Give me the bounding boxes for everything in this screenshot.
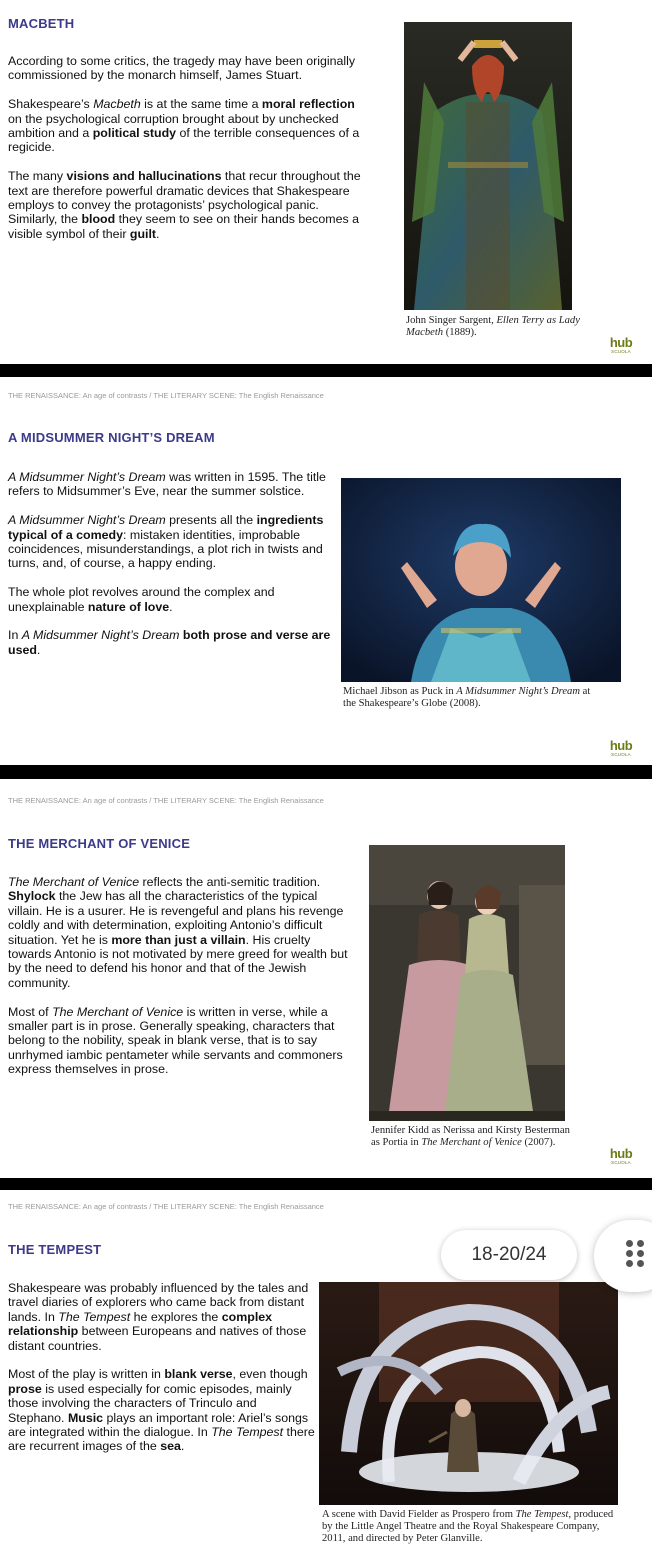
breadcrumb: THE RENAISSANCE: An age of contrasts / THE LITERARY SCENE: The English Renaissance xyxy=(8,1202,324,1211)
slide-title: MACBETH xyxy=(8,16,75,31)
paragraph: In A Midsummer Night’s Dream both prose and verse are used. xyxy=(8,628,331,657)
slide-body xyxy=(8,54,370,256)
painting-ellen-terry xyxy=(404,22,572,310)
breadcrumb: THE RENAISSANCE: An age of contrasts / THE LITERARY SCENE: The English Renaissance xyxy=(8,391,324,400)
paragraph: The Merchant of Venice reflects the anti-semitic tradition. Shylock the Jew has all the characteristics of the typical villain. He is a usurer. He is revengeful and plans his revenge coldly and with determination, exploiting Antonio’s difficult situation. Yet he is more than just a villain. His cruelty towards Antonio is not motivated by mere greed for wealth but by the need to defend his honor and that of the Jewish community. xyxy=(8,875,348,990)
hub-scuola-logo: hub SCUOLA xyxy=(609,335,633,354)
image-caption: A scene with David Fielder as Prospero from The Tempest, produced by the Little Angel Theatre and the Royal Shakespeare Company, 2011, and directed by Peter Glanville. xyxy=(322,1509,614,1544)
hub-scuola-logo: hub SCUOLA xyxy=(609,738,633,757)
image-caption: Jennifer Kidd as Nerissa and Kirsty Besterman as Portia in The Merchant of Venice (2007). xyxy=(371,1125,570,1148)
slide-macbeth xyxy=(0,0,652,364)
image-caption: John Singer Sargent, Ellen Terry as Lady Macbeth (1889). xyxy=(406,315,580,338)
slide-title: A MIDSUMMER NIGHT’S DREAM xyxy=(8,430,215,445)
photo-prospero-scene xyxy=(319,1282,618,1505)
photo-puck xyxy=(341,478,621,682)
image-caption: Michael Jibson as Puck in A Midsummer Night’s Dream at the Shakespeare’s Globe (2008). xyxy=(343,686,591,709)
paragraph: Shakespeare was probably influenced by the tales and travel diaries of explorers who came back from distant lands. In The Tempest he explores the complex relationship between Europeans and natives of those distant countries. xyxy=(8,1281,309,1353)
paragraph: According to some critics, the tragedy may have been originally commissioned by the monarch himself, James Stuart. xyxy=(8,54,356,83)
slide-title: THE MERCHANT OF VENICE xyxy=(8,836,191,851)
paragraph: A Midsummer Night’s Dream presents all the ingredients typical of a comedy: mistaken identities, improbable coincidences, misunderstandings, a plot rich in twists and turns, and, of course, a happy ending. xyxy=(8,513,324,571)
paragraph: Most of the play is written in blank verse, even though prose is used especially for comic episodes, mainly those involving the characters of Trinculo and Stephano. Music plays an important role: Ariel’s songs are integrated within the dialogue. In The Tempest there are recurrent images of the sea. xyxy=(8,1367,315,1454)
paragraph: The whole plot revolves around the complex and unexplainable nature of love. xyxy=(8,585,275,614)
grid-dots-icon xyxy=(626,1240,645,1267)
slide-body xyxy=(8,470,336,672)
paragraph: Most of The Merchant of Venice is written in verse, while a smaller part is in prose. Generally speaking, characters that belong to the nobility, speak in blank verse, that is to say unrhymed iambic pentameter while servants and commoners express themselves in prose. xyxy=(8,1004,343,1077)
page-indicator[interactable]: 18-20/24 xyxy=(441,1230,577,1280)
breadcrumb: THE RENAISSANCE: An age of contrasts / THE LITERARY SCENE: The English Renaissance xyxy=(8,796,324,805)
slide-midsummer-nights-dream xyxy=(0,377,652,765)
photo-nerissa-portia xyxy=(369,845,565,1121)
slide-title: THE TEMPEST xyxy=(8,1242,102,1257)
paragraph: Shakespeare’s Macbeth is at the same time a moral reflection on the psychological corruption brought about by unchecked ambition and a political study of the terrible consequences of a regicide. xyxy=(8,97,360,155)
paragraph: A Midsummer Night’s Dream was written in 1595. The title refers to Midsummer’s Eve, near the summer solstice. xyxy=(8,470,326,499)
slide-merchant-of-venice xyxy=(0,779,652,1178)
hub-scuola-logo: hub SCUOLA xyxy=(609,1146,633,1165)
slide-body xyxy=(8,1281,316,1468)
slide-body xyxy=(8,875,353,1091)
paragraph: The many visions and hallucinations that recur throughout the text are therefore powerful dramatic devices that Shakespeare employs to convey the protagonists’ psychological panic. Similarly, the blood they seem to see on their hands becomes a visible symbol of their guilt. xyxy=(8,169,361,241)
